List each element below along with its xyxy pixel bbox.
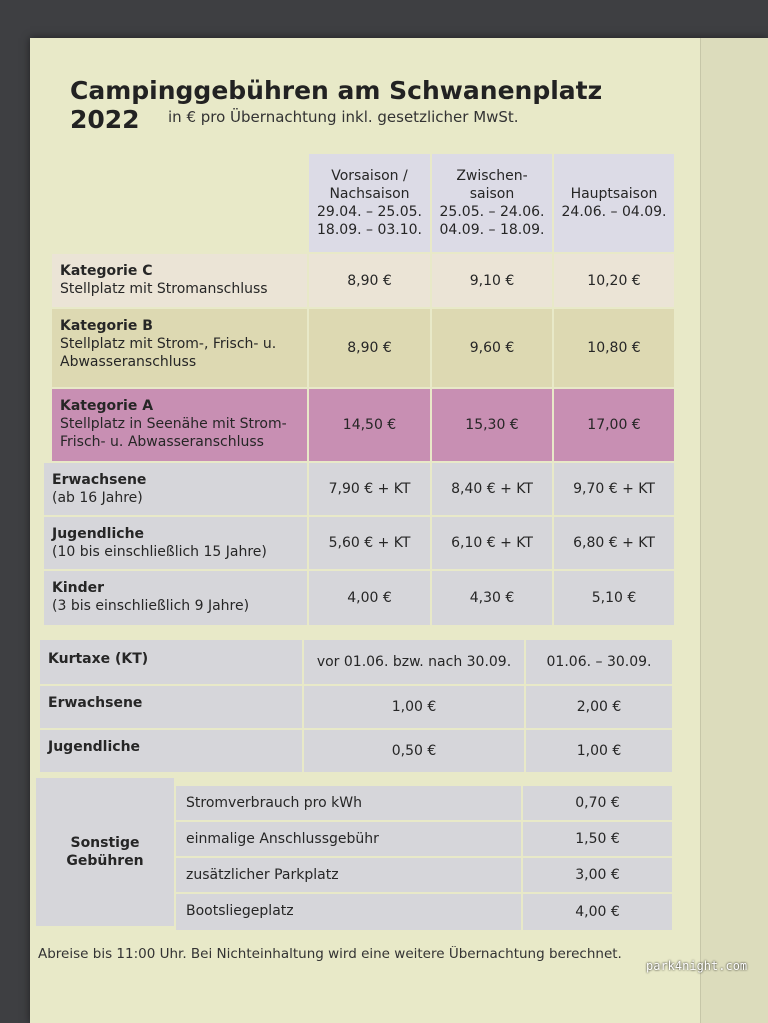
kurtaxe-header: Kurtaxe (KT) — [40, 640, 302, 684]
watermark: park4night.com — [646, 959, 748, 973]
price-cell: 9,70 € + KT — [554, 463, 674, 515]
kurtaxe-row-jugendliche: Jugendliche — [40, 730, 302, 772]
sonstige-row-value: 0,70 € — [523, 786, 672, 820]
kurtaxe-col-offseason: vor 01.06. bzw. nach 30.09. — [304, 640, 524, 684]
kurtaxe-value: 2,00 € — [526, 686, 672, 728]
price-cell: 5,60 € + KT — [309, 517, 430, 569]
price-cell: 10,20 € — [554, 254, 674, 307]
season-header-vorsaison: Vorsaison / Nachsaison 29.04. – 25.05. 18.09. – 03.10. — [309, 154, 430, 252]
sonstige-row-value: 1,50 € — [523, 822, 672, 856]
row-label-kinder: Kinder (3 bis einschließlich 9 Jahre) — [44, 571, 307, 625]
price-cell: 8,40 € + KT — [432, 463, 552, 515]
price-cell: 6,80 € + KT — [554, 517, 674, 569]
sonstige-row-label: Bootsliegeplatz — [176, 894, 521, 930]
sonstige-row-value: 4,00 € — [523, 894, 672, 930]
price-cell: 7,90 € + KT — [309, 463, 430, 515]
row-label-kategorie-b: Kategorie B Stellplatz mit Strom-, Frisch- u. Abwasseranschluss — [52, 309, 307, 387]
price-cell: 9,60 € — [432, 309, 552, 387]
price-cell: 17,00 € — [554, 389, 674, 461]
season-header-hauptsaison: Hauptsaison 24.06. – 04.09. — [554, 154, 674, 252]
price-cell: 14,50 € — [309, 389, 430, 461]
price-cell: 10,80 € — [554, 309, 674, 387]
kurtaxe-row-erwachsene: Erwachsene — [40, 686, 302, 728]
sonstige-label: Sonstige Gebühren — [36, 778, 174, 926]
sonstige-row-value: 3,00 € — [523, 858, 672, 892]
page-subtitle: in € pro Übernachtung inkl. gesetzlicher MwSt. — [168, 108, 519, 126]
row-label-jugendliche: Jugendliche (10 bis einschließlich 15 Jahre) — [44, 517, 307, 569]
row-label-kategorie-a: Kategorie A Stellplatz in Seenähe mit Strom- Frisch- u. Abwasseranschluss — [52, 389, 307, 461]
price-cell: 6,10 € + KT — [432, 517, 552, 569]
leaflet-fold — [700, 38, 768, 1023]
sonstige-row-label: einmalige Anschlussgebühr — [176, 822, 521, 856]
kurtaxe-value: 1,00 € — [526, 730, 672, 772]
price-cell: 4,30 € — [432, 571, 552, 625]
kurtaxe-col-season: 01.06. – 30.09. — [526, 640, 672, 684]
price-cell: 8,90 € — [309, 309, 430, 387]
price-cell: 8,90 € — [309, 254, 430, 307]
season-header-zwischensaison: Zwischen- saison 25.05. – 24.06. 04.09. – 18.09. — [432, 154, 552, 252]
footer-note: Abreise bis 11:00 Uhr. Bei Nichteinhaltung wird eine weitere Übernachtung berechnet. — [38, 946, 622, 962]
page-title: Campinggebühren am Schwanenplatz 2022 — [70, 76, 603, 134]
row-label-kategorie-c: Kategorie C Stellplatz mit Stromanschluss — [52, 254, 307, 307]
price-cell: 15,30 € — [432, 389, 552, 461]
price-cell: 9,10 € — [432, 254, 552, 307]
sonstige-row-label: Stromverbrauch pro kWh — [176, 786, 521, 820]
price-cell: 4,00 € — [309, 571, 430, 625]
kurtaxe-value: 1,00 € — [304, 686, 524, 728]
sonstige-row-label: zusätzlicher Parkplatz — [176, 858, 521, 892]
price-cell: 5,10 € — [554, 571, 674, 625]
kurtaxe-value: 0,50 € — [304, 730, 524, 772]
row-label-erwachsene: Erwachsene (ab 16 Jahre) — [44, 463, 307, 515]
